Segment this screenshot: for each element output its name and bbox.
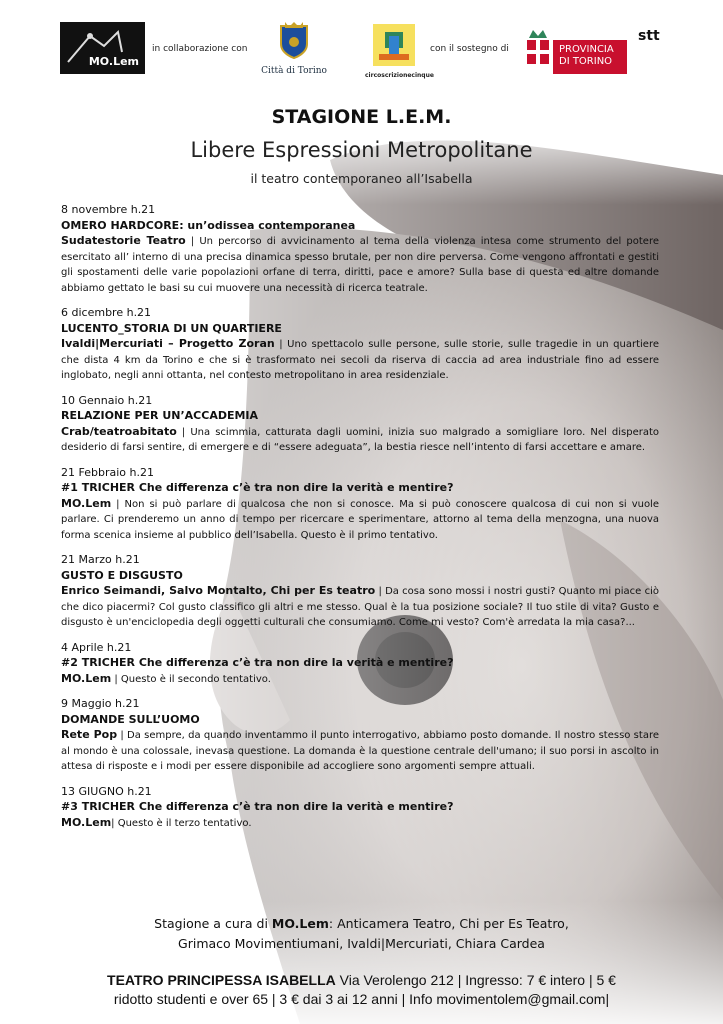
provincia-crest-icon xyxy=(523,28,553,76)
circoscrizione-logo xyxy=(365,22,434,80)
event-company: Rete Pop xyxy=(61,728,118,741)
event-company: Enrico Seimandi, Salvo Montalto, Chi per Es teatro xyxy=(61,584,376,597)
event-date: 21 Marzo h.21 xyxy=(61,553,140,566)
venue-address-prices: Via Verolengo 212 | Ingresso: 7 € intero | 5 € xyxy=(335,972,616,988)
event-company: MO.Lem xyxy=(61,496,112,510)
credits-prefix: Stagione a cura di xyxy=(154,916,272,931)
event-text xyxy=(61,336,659,384)
event-item xyxy=(61,696,659,775)
event-description: | Questo è il secondo tentativo. xyxy=(114,673,271,685)
event-title: #2 TRICHER Che differenza c’è tra non dire la verità e mentire? xyxy=(61,656,454,669)
event-date: 6 dicembre h.21 xyxy=(61,306,152,319)
event-description: | Da cosa sono mossi i nostri gusti? Quanto mi piace ciò che dico piacermi? Col gusto classifico gli altri e me stesso. Qual è la tua posizione sociale? Il tuo stile di vita? Gusto e disgusto è un'enciclopedia degli oggetti culturali che consumiamo. Come mi vesto? Com'è arredata la mia casa?... xyxy=(61,586,659,628)
page-title: STAGIONE L.E.M. xyxy=(271,106,452,128)
event-text xyxy=(61,496,659,544)
event-company: Sudatestorie Teatro xyxy=(61,234,186,247)
event-title: #3 TRICHER Che differenza c’è tra non dire la verità e mentire? xyxy=(61,800,454,813)
event-text xyxy=(61,424,659,456)
event-date: 8 novembre h.21 xyxy=(61,203,156,216)
event-item xyxy=(61,305,659,384)
venue-line2: ridotto studenti e over 65 | 3 € dai 3 ai 12 anni | Info movimentolem@gmail.com| xyxy=(113,991,610,1007)
provincia-line1: PROVINCIA xyxy=(559,44,614,55)
events-list xyxy=(61,202,659,840)
event-item xyxy=(61,640,659,688)
event-description: | Una scimmia, catturata dagli uomini, inizia suo malgrado a somigliare loro. Nel disperato desiderio di farsi sentire, di emergere e di “essere adeguata”, la bestia riesce nell’intento di farsi accettare e amare. xyxy=(61,426,659,453)
credits-partners: : Anticamera Teatro, Chi per Es Teatro, xyxy=(328,916,569,931)
torino-crest-icon xyxy=(277,22,311,60)
event-item xyxy=(61,784,659,832)
event-title: DOMANDE SULL’UOMO xyxy=(61,712,200,726)
event-description: | Non si può parlare di qualcosa che non si conosce. Ma si può conoscere qualcosa di cui non si vuole parlare. Ci prenderemo un anno di tempo per ricercare e sperimentare, attorno al tema della menzogna, una nuova forma scenica insieme al pubblico dell’Isabella. Questo è il primo tentativo. xyxy=(61,498,659,541)
page-tagline: il teatro contemporaneo all’Isabella xyxy=(250,171,473,186)
credits-line2: Grimaco Movimentiumani, Ivaldi|Mercuriati, Chiara Cardea xyxy=(178,936,545,951)
page-subtitle: Libere Espressioni Metropolitane xyxy=(190,138,533,162)
event-company: Crab/teatroabitato xyxy=(61,424,177,438)
venue-line1 xyxy=(0,971,723,990)
citta-di-torino-logo xyxy=(260,22,328,80)
event-item xyxy=(61,552,659,631)
provincia-label-box xyxy=(553,40,627,74)
credits-organizer: MO.Lem xyxy=(271,916,329,931)
event-text xyxy=(61,727,659,775)
event-description: | Questo è il terzo tentativo. xyxy=(111,817,252,829)
credits-line1 xyxy=(0,914,723,934)
event-text xyxy=(61,233,659,296)
event-company: Ivaldi|Mercuriati – Progetto Zoran xyxy=(61,337,275,350)
circoscrizione-logo-text: circoscrizionecinque xyxy=(365,72,434,79)
season-credits xyxy=(0,914,723,954)
support-text: con il sostegno di xyxy=(430,44,509,54)
event-date: 9 Maggio h.21 xyxy=(61,697,140,710)
event-item xyxy=(61,393,659,456)
event-description: | Un percorso di avvicinamento al tema della violenza intesa come strumento del potere esercitato all’ interno di una precisa dinamica spesso brutale, per non dire perversa. Come vengono affrontati e gestiti gli spostamenti delle varie popolazioni orfane di terra, diritti, pace e amore? Sulla base di questa ed altre domande abbiamo gettato le basi su cui muovere una necessità di ricerca teatrale. xyxy=(61,236,659,294)
stt-logo-text: stt xyxy=(638,28,660,44)
venue-info xyxy=(0,971,723,1009)
torino-logo-text: Città di Torino xyxy=(261,66,327,76)
event-date: 4 Aprile h.21 xyxy=(61,640,132,654)
event-description: | Uno spettacolo sulle persone, sulle storie, sulle tragedie in un quartiere che dista 4 km da Torino e che si è trasformato nei secoli da riserva di caccia ad area industriale fino ad essere inglobato, negli anni ottanta, nel contesto metropolitano in area residenziale. xyxy=(61,339,659,381)
event-date: 13 GIUGNO h.21 xyxy=(61,784,152,798)
stt-logo xyxy=(638,28,668,76)
event-title: LUCENTO_STORIA DI UN QUARTIERE xyxy=(61,321,282,335)
event-item xyxy=(61,465,659,544)
event-item xyxy=(61,202,659,296)
event-title: GUSTO E DISGUSTO xyxy=(61,568,183,582)
logo-bar xyxy=(60,22,670,82)
event-date: 10 Gennaio h.21 xyxy=(61,393,153,407)
venue-name: TEATRO PRINCIPESSA ISABELLA xyxy=(107,972,336,988)
molem-logo xyxy=(60,22,145,74)
event-title: OMERO HARDCORE: un’odissea contemporanea xyxy=(61,218,356,232)
event-description: | Da sempre, da quando inventammo il punto interrogativo, abbiamo posto domande. Il nostro stesso stare al mondo è una colossale, inevasa questione. La domanda è la questione centrale dell'umano; il suo porsi in ascolto in attesa di risposte e i modi per essere disponibile ad accogliere sono argomenti sempre attuali. xyxy=(61,730,659,772)
event-company: MO.Lem xyxy=(61,671,112,685)
event-text xyxy=(61,583,659,631)
collaboration-text: in collaborazione con xyxy=(152,44,248,54)
event-title: #1 TRICHER Che differenza c’è tra non dire la verità e mentire? xyxy=(61,481,454,494)
event-date: 21 Febbraio h.21 xyxy=(61,465,154,479)
molem-logo-text: MO.Lem xyxy=(88,55,139,68)
provincia-di-torino-logo xyxy=(523,28,627,76)
event-title: RELAZIONE PER UN’ACCADEMIA xyxy=(61,409,259,422)
event-company: MO.Lem xyxy=(61,815,112,829)
circoscrizione-icon xyxy=(371,22,417,68)
event-text xyxy=(61,671,659,688)
event-text xyxy=(61,815,659,832)
provincia-line2: DI TORINO xyxy=(559,56,613,67)
